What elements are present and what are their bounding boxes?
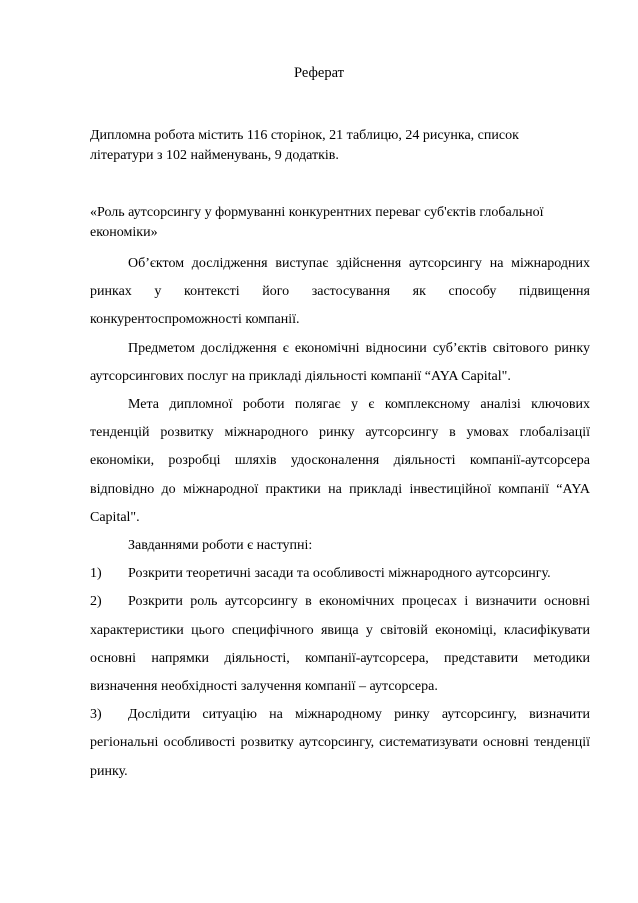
list-item bbox=[90, 701, 590, 786]
subject-paragraph: Предметом дослідження є економічні відносини суб’єктів світового ринку аутсорсингових послуг на прикладі діяльності компанії “AYA Capital". bbox=[90, 340, 590, 384]
page-title: Реферат bbox=[294, 65, 344, 81]
list-item-number: 2) bbox=[90, 594, 102, 610]
list-item-number: 1) bbox=[90, 566, 102, 582]
list-item-text: Розкрити теоретичні засади та особливості міжнародного аутсорсингу. bbox=[128, 566, 551, 582]
list-item bbox=[90, 560, 590, 588]
body-text bbox=[90, 250, 590, 786]
list-item-text: Дослідити ситуацію на міжнародному ринку аутсорсингу, визначити регіональні особливості розвитку аутсорсингу, систематизувати основні тенденції ринку. bbox=[90, 707, 590, 779]
list-item-number: 3) bbox=[90, 707, 102, 723]
tasks-intro: Завданнями роботи є наступні: bbox=[128, 538, 313, 554]
topic-paragraph: «Роль аутсорсингу у формуванні конкурентних переваг суб'єктів глобальної економіки» bbox=[90, 205, 544, 240]
list-item-text: Розкрити роль аутсорсингу в економічних процесах і визначити основні характеристики цього специфічного явища у світовій економіці, класифікувати основні напрямки діяльності, компанії-аутсорсера, представити методики визначення необхідності залучення компанії – аутсорсера. bbox=[90, 594, 590, 695]
summary-paragraph: Дипломна робота містить 116 сторінок, 21 таблицю, 24 рисунка, список літератури з 102 найменувань, 9 додатків. bbox=[90, 128, 519, 163]
list-item bbox=[90, 588, 590, 701]
object-paragraph: Об’єктом дослідження виступає здійснення аутсорсингу на міжнародних ринках у контексті його застосування як способу підвищення конкурентоспроможності компанії. bbox=[90, 256, 590, 328]
goal-paragraph: Мета дипломної роботи полягає у є комплексному аналізі ключових тенденцій розвитку міжнародного ринку аутсорсингу в умовах глобалізації економіки, розробці шляхів удосконалення діяльності компанії-аутсорсера відповідно до міжнародної практики на прикладі інвестиційної компанії “AYA Capital". bbox=[90, 397, 590, 525]
